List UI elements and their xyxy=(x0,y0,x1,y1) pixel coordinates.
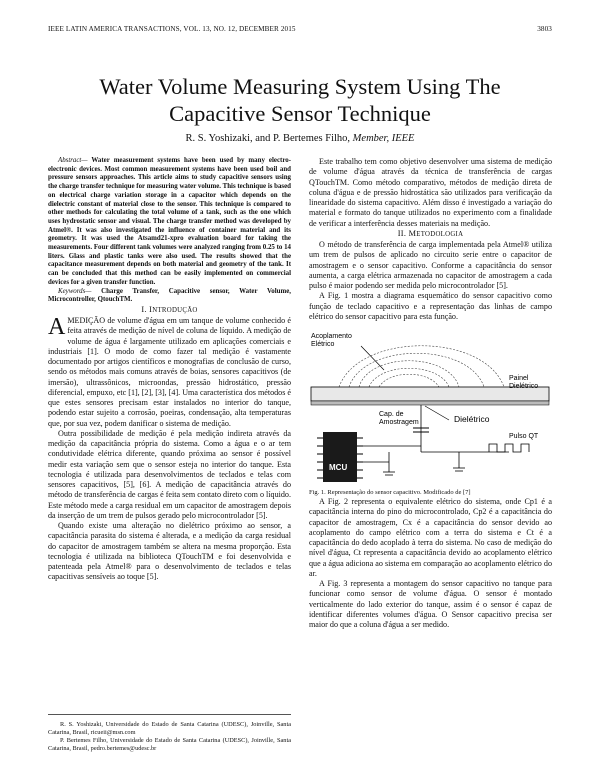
section-heading-introduction: I. INTRODUÇÃO xyxy=(141,304,198,314)
method-paragraph-4: A Fig. 3 representa a montagem do sensor capacitivo no tanque para funcionar como sensor de volume d'água. O sensor é montado verticalmente do lado exterior do tanque, assim é o sensor é capaz de identificar diferentes volumes d'água. O Sensor capacitivo precisa ser maior do que a coluna d'água a ser medido. xyxy=(309,579,552,629)
method-paragraph-3: A Fig. 2 representa o equivalente elétrico do sistema, onde Cp1 é a capacitância interna do pino do microcontrolado, Cp2 é a capacitância do capacitor de amostragem, Cx é a capacitância do sensor devido ao acoplamento do campo elétrico com a terra do sistema e Ct é a capacitância do dedo acoplado à terra do sistema. No caso de medição do nível d'água, Ct representa a capacitância devido ao acoplamento elétrico que a água adiciona ao sistema em comparação ao acoplamento elétrico do ar. xyxy=(309,497,552,578)
method-paragraph-2: A Fig. 1 mostra a diagrama esquemático do sensor capacitivo como função de teclado capacitivo e a representação das linhas de campo elétrico do sensor capacitivo para esta função. xyxy=(309,291,552,321)
label-cap-2: Amostragem xyxy=(379,419,419,426)
figure-1-caption: Fig. 1. Representação do sensor capacitivo. Modificado de [7] xyxy=(309,489,471,496)
intro-paragraph-4: Este trabalho tem como objetivo desenvolver uma sistema de medição de volume d'água através da técnica de transferência de cargas QTouchTM. Como método comparativo, métodos de medição direta de coluna d'água e de pressão hidrostática são utilizados para verificação da linearidade do sistema capacitivo. Além disso é investigado a variação do material e formato do tanque utilizados no experimento com a finalidade de verificar a interferência desses materiais na medição. xyxy=(309,157,552,228)
intro-paragraph-1: AMEDIÇÃO de volume d'água em um tanque de volume conhecido é feita através de medição de nível de coluna de líquido. A medição de volume de água é largamente utilizado em aplicações comerciais e industriais [1]. O modo de como fazer tal medição é vastamente documentado por artigos científicos e monografias de conclusão de curso, sendo os métodos mais comuns através de boias, sensores capacitivos (de imersão), ultrassônicos, microondas, pressão hidrostático, pressão diferencial, empuxo, etc [1], [2], [3], [4]. Uma característica dos métodos é que estes sensores precisam estar instalados no interior do tanque, podendo estar sujeito a corrosão, poeiras, condensação, alta temperaturas que, por sua vez, podem danificar o sistema de medição. xyxy=(48,314,291,428)
label-panel-1: Painel xyxy=(509,375,529,382)
label-dielectric: Dielétrico xyxy=(454,414,490,424)
abstract-text: Water measurement systems have been used by many electro-electronic devices. Most common measurement systems have been used boil and pressure sensors approaches. This article aims to study capacitive sensors using the charge transfer technique for measuring water volume. This technique is based on electrical charge variation storage in a capacitor which depends on the dielectric constant of material close to the sensor. This technique is compared to other methods for calculating the total volume of a tank, such as the one which uses hydrostatic sensor and visual. The charge transfer method was developed by Atmel®. It was also investigated the influence of container material and its geometry. It was used the Atsamd21-xpro evaluation board for taking the measurements. Four different tank volumes were analyzed ranging from 0.25 to 14 liters. Glass and plastic tanks were also used. The results showed that the capacitance measurement depends on both material and geometry of the tank. It can be concluded that this method can be easily implemented on commercial devices for a given transfer function. xyxy=(48,157,291,286)
footnote-author-1: R. S. Yoshizaki, Universidade do Estado de Santa Catarina (UDESC), Joinville, Santa Catarina, Brasil, ricueii@msn.com xyxy=(48,721,291,736)
figure-1 xyxy=(309,332,552,485)
label-coupling: Acoplamento xyxy=(311,333,352,340)
author-names: R. S. Yoshizaki, and P. Bertemes Filho, xyxy=(185,133,351,144)
page-number: 3803 xyxy=(537,25,552,33)
keywords xyxy=(48,288,291,305)
keywords-label: Keywords— xyxy=(58,287,92,295)
paper-title: Water Volume Measuring System Using The Capacitive Sensor Technique xyxy=(99,74,501,126)
footnote-author-2: P. Bertemes Filho, Universidade do Estado de Santa Catarina (UDESC), Joinville, Santa Catarina, Brasil, pedro.bertemes@udesc.br xyxy=(48,737,291,752)
drop-cap: A xyxy=(48,314,66,341)
section-heading-methodology: II. METODOLOGIA xyxy=(397,228,464,238)
figure-1-diagram xyxy=(309,332,552,485)
keywords-text: Charge Transfer, Capacitive sensor, Water Volume, Microcontroller, QtouchTM. xyxy=(48,287,291,304)
label-cap-1: Cap. de xyxy=(379,411,404,418)
mcu-chip xyxy=(323,432,357,482)
journal-name: IEEE LATIN AMERICA TRANSACTIONS, VOL. 13, NO. 12, DECEMBER 2015 xyxy=(48,25,296,33)
running-header xyxy=(48,25,552,33)
intro-paragraph-2: Outra possibilidade de medição é pela medição indireta através da medição da capacitância própria do sistema. Como a água e o ar tem condutividade elétrica diferente, quando próxima ao sensor é possível medir esta variação sem que o sensor esteja no interior do tanque. Esta tecnologia é utilizada para desenvolvimentos de teclados e telas com sensores capacitivos, [5], [6]. A medição de capacitância através do método de transferência de cargas é feita sem contato direto com o líquido. Este método mede a carga residual em um capacitor de amostragem depois da inserção de um trem de pulsos gerado pelo microcontrolador [5]. xyxy=(48,428,291,520)
intro-paragraph-3: Quando existe uma alteração no dielétrico próximo ao sensor, a capacitância parasita do sistema é alterada, e a medição da carga residual do capacitor de amostragem também se altera na mesma proporção. Esta tecnologia é utilizada na biblioteca QTouchTM e foi desenvolvida e patenteada pela Atmel® para o desenvolvimento de teclados e telas capacitivas sensíveis ao toque [5]. xyxy=(48,521,291,582)
coupling-pointer xyxy=(361,346,384,370)
right-column xyxy=(309,157,552,630)
label-electric: Elétrico xyxy=(311,341,335,348)
abstract xyxy=(48,157,291,288)
authors-line xyxy=(0,133,600,144)
label-pulse: Pulso QT xyxy=(509,433,539,440)
method-paragraph-1: O método de transferência de carga implementada pela Atmel® utiliza um trem de pulsos de aplicado no circuito serie entre o capacitor de amostragem e o sensor capacitivo. Conforme a capacitância do sensor aumenta, a carga elétrica armazenada no capacitor de amostragem a cada pulso é maior podendo ser medida pelo microcontrolador [5]. xyxy=(309,240,552,290)
footnotes xyxy=(48,714,291,753)
author-role: Member, IEEE xyxy=(352,133,415,144)
field-lines xyxy=(339,346,504,387)
electrode xyxy=(311,401,549,405)
left-column xyxy=(48,157,291,583)
abstract-label: Abstract— xyxy=(58,157,88,164)
label-panel-2: Dielétrico xyxy=(509,383,539,390)
label-mcu: MCU xyxy=(329,463,348,472)
pulse-train xyxy=(489,444,529,452)
